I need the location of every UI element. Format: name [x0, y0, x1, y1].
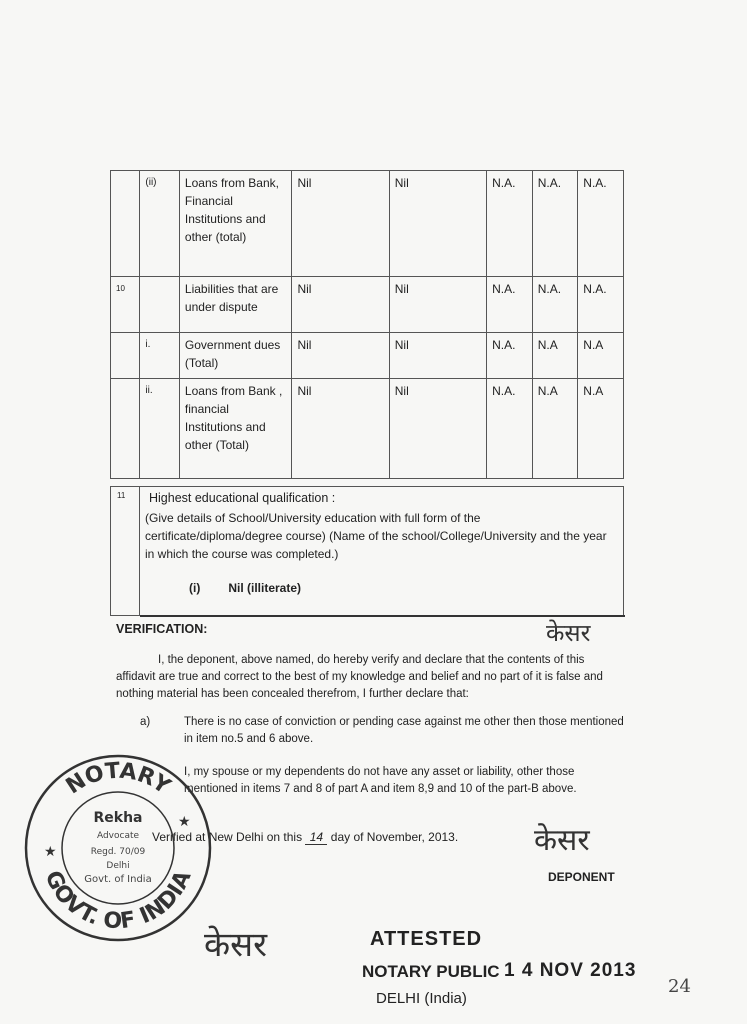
table-cell-desc: Government dues (Total) — [179, 333, 292, 379]
table-cell-n3: N.A. — [578, 277, 624, 333]
notary-public-stamp: NOTARY PUBLIC — [362, 962, 500, 981]
education-entry-number: (i) — [189, 581, 201, 595]
table-cell-n2: N.A — [532, 333, 578, 379]
stamp-star-left: ★ — [44, 843, 57, 859]
stamp-line3: Regd. 70/09 — [90, 847, 146, 857]
education-heading: Highest educational qualification : — [149, 491, 336, 505]
table-cell-v1: Nil — [292, 277, 389, 333]
verification-text: I, the deponent, above named, do hereby verify and declare that the contents of this affidavit are true and correct to the best of my knowledge and belief and no part of it is false and nothing material has been concealed therefrom, I further declare that: — [116, 654, 603, 700]
table-row — [111, 171, 624, 277]
table-cell-n1: N.A. — [487, 379, 533, 479]
table-row — [111, 379, 624, 479]
table-cell-n3: N.A. — [578, 171, 624, 277]
verified-day: 14 — [305, 830, 327, 845]
verified-suffix: day of November, 2013. — [330, 830, 459, 844]
table-cell-no: 10 — [111, 277, 140, 333]
education-section — [110, 486, 624, 616]
table-cell-no — [111, 333, 140, 379]
table-cell-v2: Nil — [389, 171, 486, 277]
table-cell-sub: i. — [140, 333, 180, 379]
page-number: 24 — [668, 976, 691, 997]
table-cell-v2: Nil — [389, 333, 486, 379]
table-cell-n3: N.A — [578, 333, 624, 379]
table-cell-n1: N.A. — [487, 277, 533, 333]
clause-a-text: There is no case of conviction or pending case against me other then those mentioned in item no.5 and 6 above. — [184, 716, 624, 745]
table-cell-v1: Nil — [292, 379, 389, 479]
verification-title: VERIFICATION: — [116, 622, 208, 636]
stamp-name: Rekha — [93, 810, 143, 826]
table-cell-n1: N.A. — [487, 171, 533, 277]
table-cell-v2: Nil — [389, 379, 486, 479]
table-cell-no — [111, 171, 140, 277]
table-cell-no — [111, 379, 140, 479]
table-cell-sub — [140, 277, 180, 333]
table-cell-desc: Loans from Bank, Financial Institutions and other (total) — [179, 171, 292, 277]
stamp-top-text: NOTARY — [61, 758, 175, 800]
table-cell-v2: Nil — [389, 277, 486, 333]
table-cell-sub: ii. — [140, 379, 180, 479]
table-cell-v1: Nil — [292, 333, 389, 379]
deponent-label: DEPONENT — [548, 870, 615, 884]
table-cell-n2: N.A. — [532, 277, 578, 333]
table-cell-sub: (ii) — [140, 171, 180, 277]
stamp-line5: Govt. of India — [84, 874, 152, 885]
signature-top: केसर — [546, 619, 591, 647]
clause-b-text: I, my spouse or my dependents do not have any asset or liability, other those mentioned in items 7 and 8 of part A and item 8,9 and 10 of the part-B above. — [184, 766, 577, 795]
stamp-bottom-text: GOVT. OF INDIA — [39, 867, 197, 935]
verified-prefix: Verified at New Delhi on this — [152, 830, 303, 844]
attest-date: 1 4 NOV 2013 — [504, 960, 637, 981]
table-cell-n2: N.A. — [532, 171, 578, 277]
attest-place: DELHI (India) — [376, 990, 467, 1007]
stamp-line4: Delhi — [106, 861, 130, 871]
education-divider — [139, 487, 140, 615]
stamp-line2: Advocate — [96, 831, 140, 841]
table-row — [111, 277, 624, 333]
table-cell-v1: Nil — [292, 171, 389, 277]
table-cell-n2: N.A — [532, 379, 578, 479]
education-entry-text: Nil (illiterate) — [228, 581, 302, 595]
liabilities-table — [110, 170, 624, 479]
stamp-star-right: ★ — [178, 813, 191, 829]
clause-a-label: a) — [140, 716, 151, 728]
table-cell-desc: Loans from Bank , financial Institutions and other (Total) — [179, 379, 292, 479]
table-cell-desc: Liabilities that are under dispute — [179, 277, 292, 333]
verification-paragraph — [116, 652, 616, 703]
table-cell-n1: N.A. — [487, 333, 533, 379]
signature-deponent: केसर — [534, 823, 590, 858]
notary-stamp — [22, 752, 214, 944]
education-entry — [189, 581, 301, 595]
signature-bottom: केसर — [204, 925, 268, 965]
attested-stamp: ATTESTED — [370, 928, 483, 950]
education-item-number: 11 — [117, 491, 126, 500]
table-row — [111, 333, 624, 379]
table-cell-n3: N.A — [578, 379, 624, 479]
education-details: (Give details of School/University education with full form of the certificate/diploma/degree course) (Name of the school/College/University and the year in which the course was completed.) — [145, 511, 607, 561]
